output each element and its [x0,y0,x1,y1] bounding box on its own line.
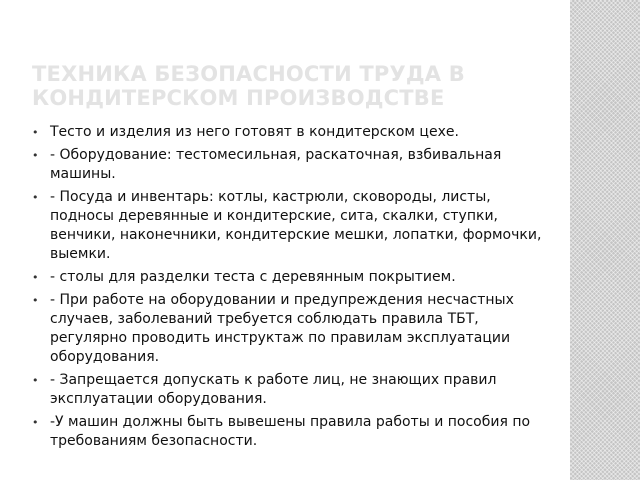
bullet-text: - Оборудование: тестомесильная, раскаточная, взбивальная машины. [50,147,502,182]
bullet-item [32,146,552,184]
bullet-marker: • [32,294,39,307]
bullet-marker: • [32,126,39,139]
bullet-text: - столы для разделки теста с деревянным покрытием. [50,269,456,285]
bullet-marker: • [32,416,39,429]
bullet-item [32,188,552,264]
bullet-list [32,123,552,455]
bullet-text: Тесто и изделия из него готовят в кондитерском цехе. [50,124,459,140]
bullet-text: - При работе на оборудовании и предупреждения несчастных случаев, заболеваний требуется соблюдать правила ТБТ, регулярно проводить инструктаж по правилам эксплуатации оборудования. [50,292,514,365]
slide-title: ТЕХНИКА БЕЗОПАСНОСТИ ТРУДА В КОНДИТЕРСКОМ ПРОИЗВОДСТВЕ [32,62,465,110]
bullet-marker: • [32,149,39,162]
bullet-marker: • [32,271,39,284]
bullet-text: - Запрещается допускать к работе лиц, не знающих правил эксплуатации оборудования. [50,372,497,407]
bullet-item [32,371,552,409]
bullet-item [32,291,552,367]
decorative-pattern-band [570,0,640,480]
bullet-text: -У машин должны быть вывешены правила работы и пособия по требованиям безопасности. [50,414,531,449]
bullet-item [32,123,552,142]
bullet-marker: • [32,374,39,387]
bullet-marker: • [32,191,39,204]
bullet-item [32,268,552,287]
bullet-item [32,413,552,451]
bullet-text: - Посуда и инвентарь: котлы, кастрюли, сковороды, листы, подносы деревянные и кондитерские, сита, скалки, ступки, венчики, наконечники, кондитерские мешки, лопатки, формочки, выемки. [50,189,542,262]
